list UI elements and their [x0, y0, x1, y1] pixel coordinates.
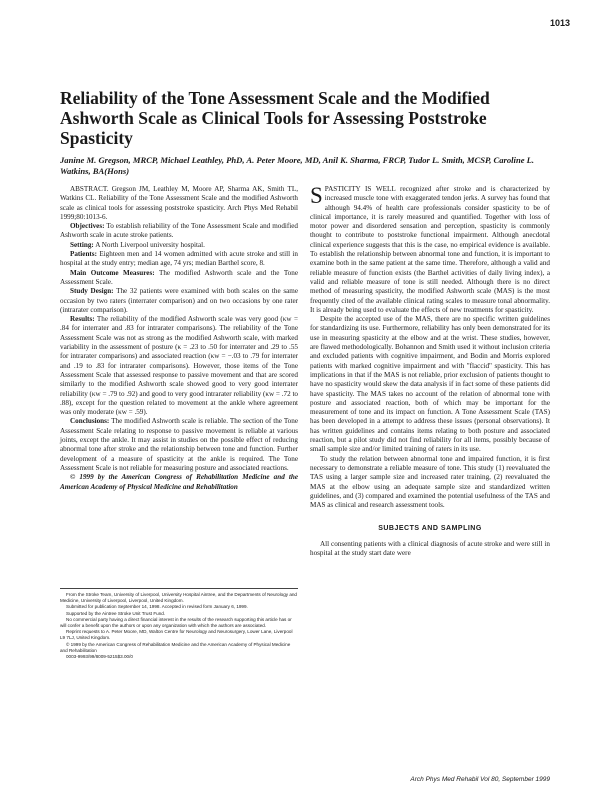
running-foot: Arch Phys Med Rehabil Vol 80, September 1999 [410, 776, 550, 783]
results-label: Results: [70, 315, 95, 324]
intro-column [310, 185, 550, 558]
footnote: No commercial party having a direct financial interest in the results of the research supporting this article has or will confer a benefit upon the authors or upon any organization with which the authors are associated. [60, 616, 292, 629]
objectives-text: To establish reliability of the Tone Assessment Scale and modified Ashworth scale in acute stroke patients. [60, 222, 299, 240]
footnote: Submitted for publication September 14, 1998. Accepted in revised form January 6, 1999. [66, 604, 248, 610]
footnote: © 1999 by the American Congress of Rehabilitation Medicine and the American Academy of Physical Medicine and Rehabilitation [60, 641, 291, 653]
drop-cap: S [310, 183, 323, 208]
footnote: 0003-9993/99/8009-5215$3.00/0 [66, 654, 133, 660]
abstract-results [60, 315, 298, 417]
patients-label: Patients: [70, 250, 97, 259]
intro-paragraph: To study the relation between abnormal tone and impaired function, it is first necessary to demonstrate a reliable measure of tone. This study (1) reevaluated the TAS using a larger sample size and increased rater training, (2) reevaluated the MAS at the elbow using an adequate sample size and standardized written guidelines, and (3) compared and examined the potential usefulness of the TAS and MAS as clinical and research assessment tools. [310, 454, 550, 510]
outcome-label: Main Outcome Measures: [70, 268, 155, 277]
footnote: Reprint requests to A. Peter Moore, MD, Walton Centre for Neurology and Neurosurgery, Lower Lane, Liverpool L9 7LJ, United Kingdom. [60, 629, 293, 641]
outcome-text: The modified Ashworth scale and the Tone Assessment Scale. [60, 268, 298, 286]
footnote: From the Stroke Team, University of Liverpool, University Hospital Aintree, and the Departments of Neurology and Medicine, University of Liverpool, Liverpool, United Kingdom. [60, 592, 297, 604]
abstract-citation: ABSTRACT. Gregson JM, Leathley M, Moore AP, Sharma AK, Smith TL, Watkins CL. Reliability of the Tone Assessment Scale and the modified Ashworth scale as clinical tools for assessing poststroke spasticity. Arch Phys Med Rehabil 1999;80:1013-6. [60, 185, 298, 221]
abstract-objectives [60, 222, 298, 241]
abstract-conclusions [60, 417, 298, 473]
abstract-column [60, 185, 298, 492]
conclusions-label: Conclusions: [70, 417, 110, 426]
design-text: The 32 patients were examined with both scales on the same occasion by two raters (interrater comparison) and on two occasions by one rater (intrarater comparison). [60, 287, 299, 314]
author-list: Janine M. Gregson, MRCP, Michael Leathley, PhD, A. Peter Moore, MD, Anil K. Sharma, FRCP, Tudor L. Smith, MCSP, Caroline L. Watkins, BA(Hons) [60, 155, 535, 176]
conclusions-text: The modified Ashworth scale is reliable. The section of the Tone Assessment Scale relating to response to passive movement is reliable at various joints, except the ankle. It may assist in studies on the possible effect of reducing abnormal tone after stroke and the relationship between tone and function. Further development of a measure of spasticity at the ankle is required. The Tone Assessment Scale is not reliable for measuring posture and associated reactions. [60, 417, 298, 472]
patients-text: Eighteen men and 14 women admitted with acute stroke and still in hospital at the study entry; median age, 74 yrs; median Barthel score, 8. [60, 250, 298, 268]
page-number: 1013 [549, 18, 570, 28]
abstract-patients [60, 250, 298, 269]
intro-paragraph: Despite the accepted use of the MAS, there are no specific written guidelines for standardizing its use. Furthermore, reliability has only been demonstrated for its use in measuring spasticity at the elbow and at the wrist. These studies, however, are flawed methodologically. Bohannon and Smith used it without inclusion criteria and excluded patients with cognitive impairment, and Bodin and Morris explored patients with marked cognitive impairment and with "flaccid" spasticity. This has implications in that if the MAS is not reliable, prior exclusion of patients thought to have no spasticity would skew the data analysis if in fact some of these patients did have spasticity. The MAS takes no account of the relation of abnormal tone with posture and associated reaction, both of which may be important for the measurement of tone and its impact on function. A Tone Assessment Scale (TAS) has been developed in a attempt to address these issues (personal observations). It has written guidelines and contains items relating to both posture and associated reaction, but a pilot study did not find reliability for all items, possibly because of small sample size and/or limited training of raters in its use. [310, 315, 550, 454]
abstract-outcome [60, 269, 298, 288]
abstract-copyright: © 1999 by the American Congress of Rehabilitation Medicine and the American Academy of Physical Medicine and Rehabilitation [60, 473, 298, 491]
article-title: Reliability of the Tone Assessment Scale and the Modified Ashworth Scale as Clinical Tools for Assessing Poststroke Spasticity [60, 88, 490, 148]
section-heading: SUBJECTS AND SAMPLING [378, 525, 482, 533]
intro-paragraph [310, 185, 550, 315]
results-text: The reliability of the modified Ashworth scale was very good (κw = .84 for interrater and .83 for intrarater comparisons). The reliability of the Tone Assessment Scale was not as strong as the modified Ashworth scale, with marked variability in the assessment of posture (κ = .23 to .50 for interrater and .29 to .55 for intrarater comparisons) and associated reaction (κw = −.03 to .79 for interrater and .19 to .83 for intrarater comparisons). However, those items of the Tone Assessment Scale that assessed response to passive movement and that are scored similarly to the modified Ashworth scale showed good to very good interrater reliability (κw = .79 to .92) and good to very good intrarater reliability (κw = .72 to .88), except for the question related to movement at the ankle where agreement was only moderate (κw = .59). [60, 315, 298, 417]
methods-paragraph: All consenting patients with a clinical diagnosis of acute stroke and were still in hospital at the study start date were [310, 539, 550, 557]
design-label: Study Design: [70, 287, 114, 296]
objectives-label: Objectives: [70, 222, 105, 231]
abstract-design [60, 287, 298, 315]
footnotes [60, 588, 298, 660]
setting-label: Setting: [70, 240, 94, 249]
footnote: Supported by the Aintree Stroke Unit Trust Fund. [66, 610, 166, 616]
abstract-setting [60, 241, 298, 250]
intro-paragraph-text: PASTICITY IS WELL recognized after stroke and is characterized by increased muscle tone with exaggerated tendon jerks. A survey has found that although 94.4% of health care professionals consider spasticity to be of clinical importance, it is rarely measured and quantified. Together with loss of motor power and disordered sensation and perception, spasticity is commonly thought to contribute to poststroke functional impairment. Although anecdotal clinical experience suggests that this is the case, no empirical evidence is available. To establish the relationship between abnormal tone and function, it is important to examine both in the same patient at the same time. Therefore, although a valid and reliable measure of function exists (the Barthel activities of daily living index), a valid and reliable measure of tone is still needed. Although there is no direct method of measuring spasticity, the modified Ashworth scale (MAS) is the most frequently cited of the available clinical rating scales to measure tonal abnormality. It is already being used to evaluate the effects of new treatments for spasticity. [310, 185, 550, 314]
setting-text: A North Liverpool university hospital. [95, 240, 205, 249]
